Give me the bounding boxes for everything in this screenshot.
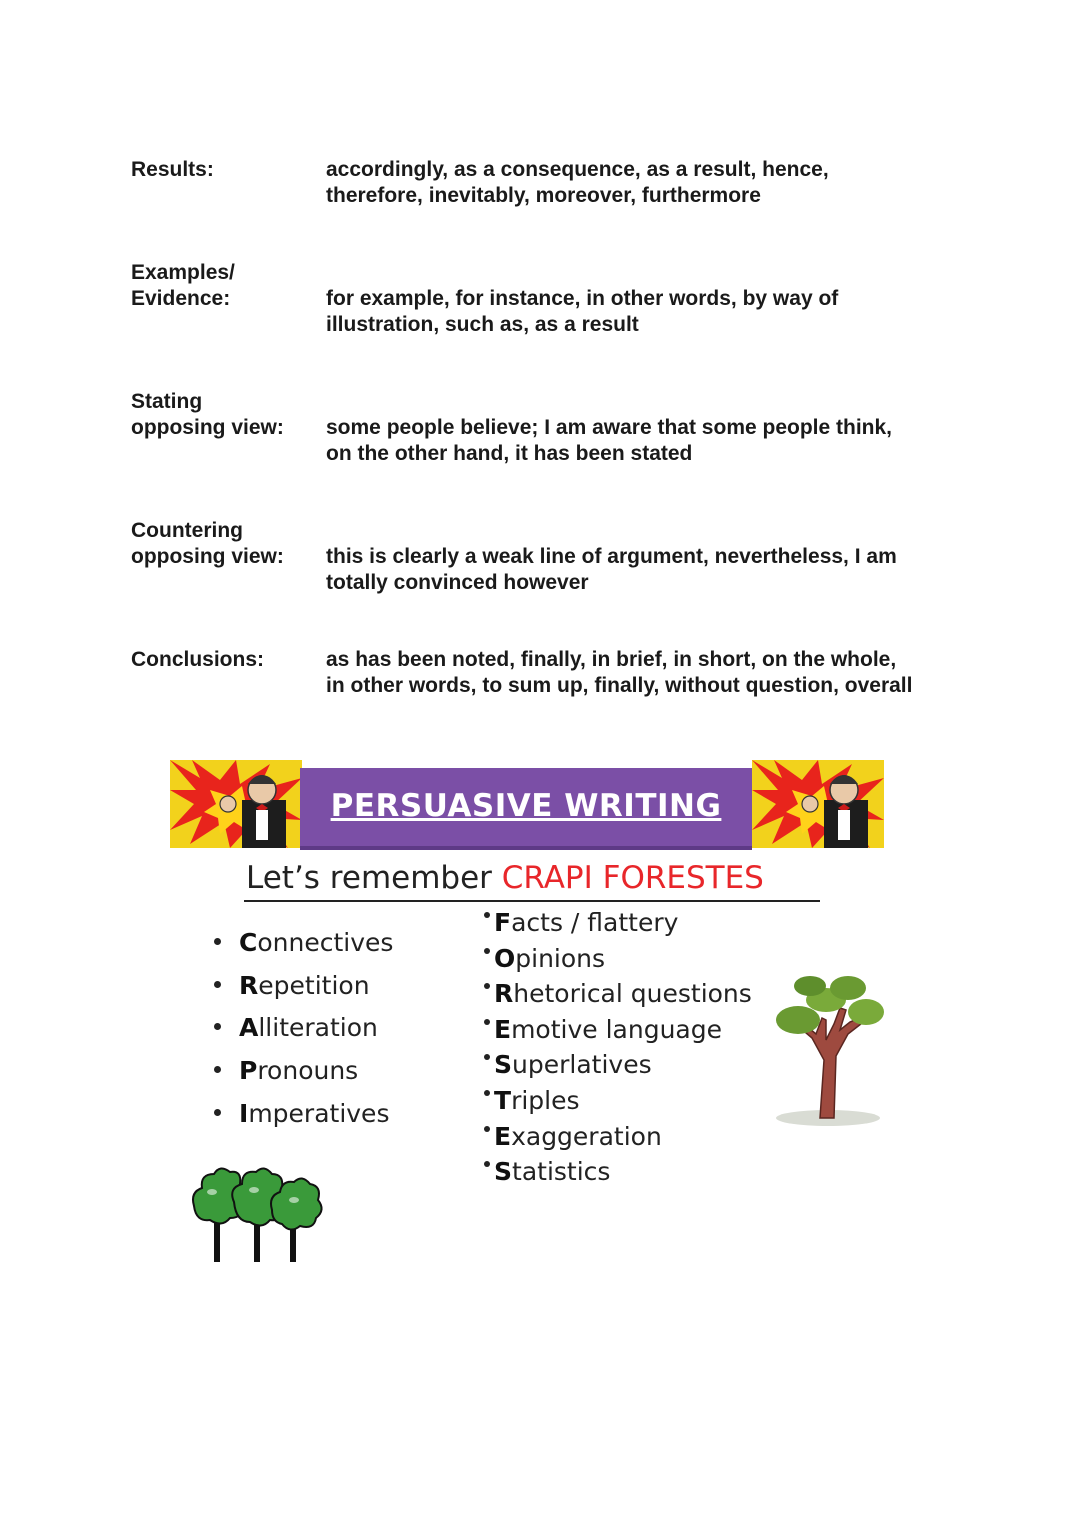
row-label: Conclusions: [131, 648, 265, 671]
subtitle-underline [244, 900, 820, 902]
list-item: Emotive language [484, 1015, 722, 1044]
list-item: Rhetorical questions [484, 979, 752, 1008]
list-item: Alliteration [214, 1013, 378, 1042]
row-text: some people believe; I am aware that some people think, on the other hand, it has been stated [326, 416, 893, 465]
magician-burst-left-icon [170, 760, 302, 848]
list-item: Exaggeration [484, 1122, 662, 1151]
magician-burst-right-icon [752, 760, 884, 848]
tree-icon [770, 968, 885, 1128]
acronym-highlight: CRAPI FORESTES [501, 860, 764, 896]
list-item: Connectives [214, 928, 393, 957]
row-text: accordingly, as a consequence, as a result, hence, therefore, inevitably, moreover, furthermore [326, 158, 829, 207]
row-label: Countering opposing view: [131, 519, 284, 568]
row-label: Results: [131, 158, 214, 181]
list-item: Statistics [484, 1157, 610, 1186]
row-text: for example, for instance, in other words, by way of illustration, such as, as a result [326, 287, 839, 336]
list-item: Imperatives [214, 1099, 389, 1128]
poster-banner [170, 760, 884, 848]
row-label: Examples/ Evidence: [131, 261, 235, 310]
list-item: Opinions [484, 944, 605, 973]
row-label: Stating opposing view: [131, 390, 284, 439]
row-text: as has been noted, finally, in brief, in short, on the whole, in other words, to sum up, finally, without question, overall [326, 648, 913, 697]
persuasive-writing-poster [170, 760, 884, 1270]
list-item: Superlatives [484, 1050, 652, 1079]
banner-title: PERSUASIVE WRITING [330, 788, 722, 824]
poster-subtitle: Let’s remember CRAPI FORESTES [246, 860, 764, 896]
list-item: Pronouns [214, 1056, 358, 1085]
trees-group-icon [188, 1162, 328, 1262]
list-item: Triples [484, 1086, 580, 1115]
banner-band [300, 768, 752, 850]
list-item: Facts / flattery [484, 908, 678, 937]
list-item: Repetition [214, 971, 370, 1000]
row-text: this is clearly a weak line of argument, nevertheless, I am totally convinced however [326, 545, 897, 594]
